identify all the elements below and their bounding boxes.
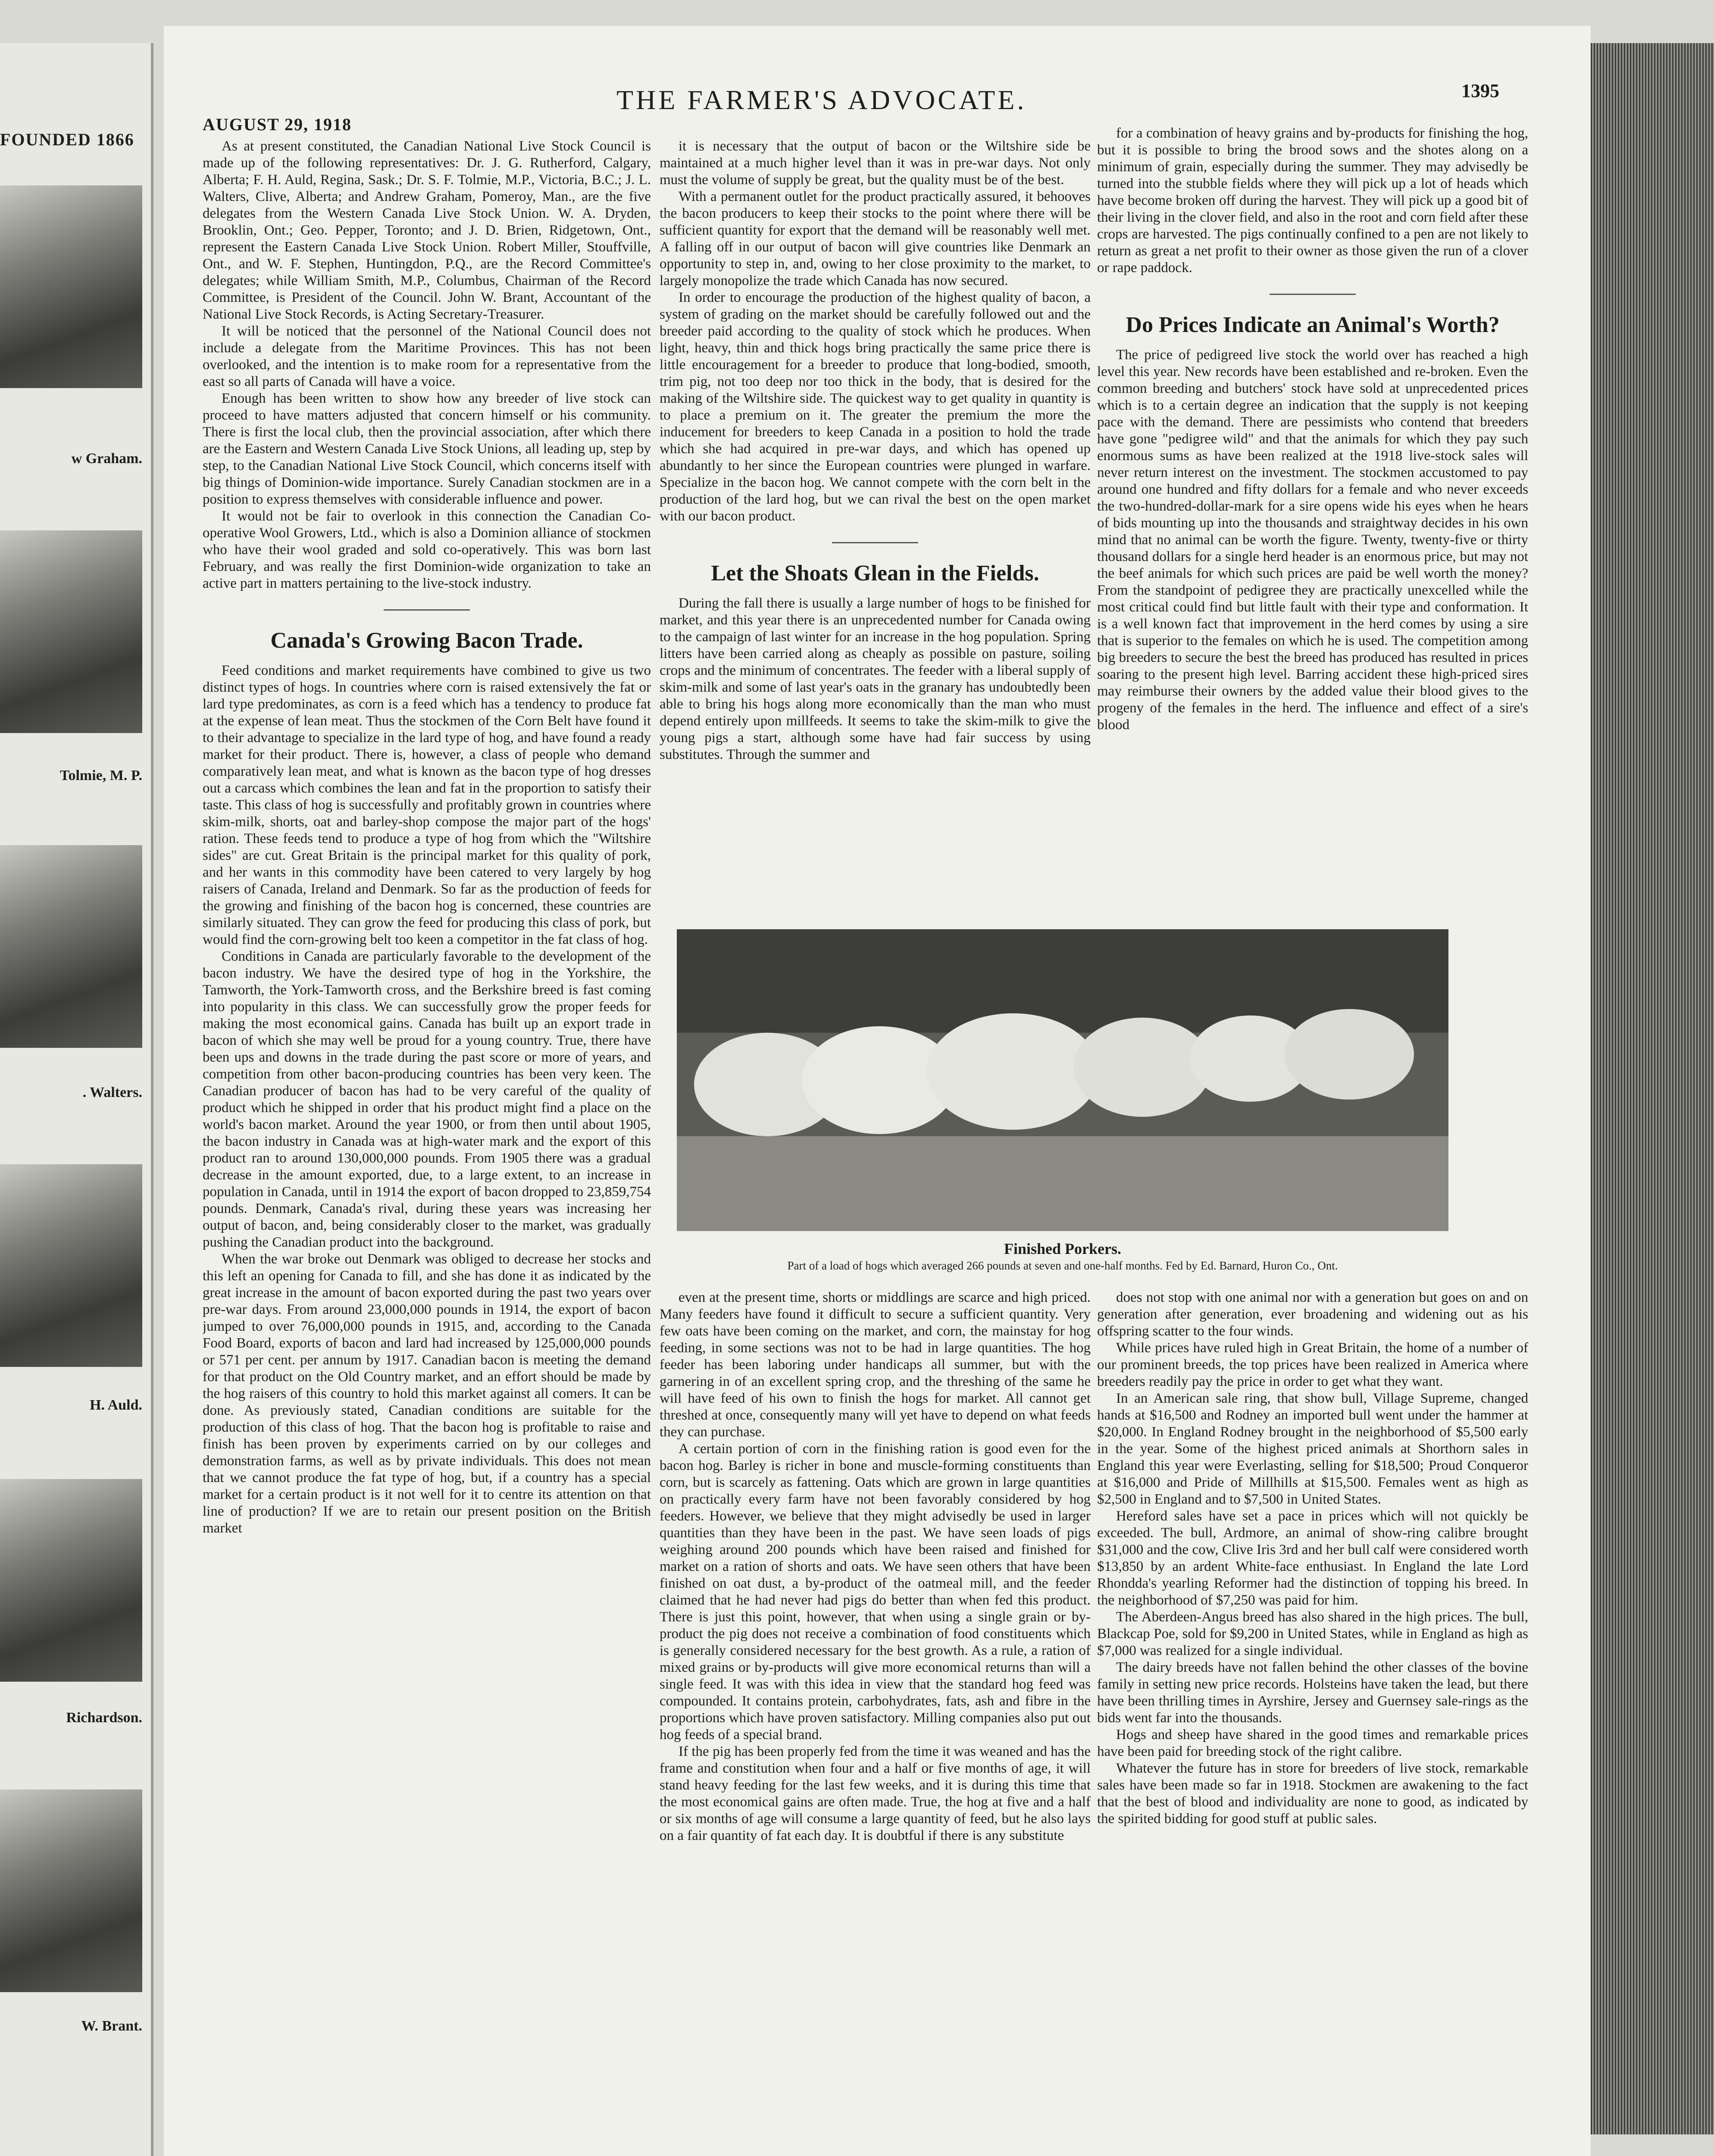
portrait-caption: W. Brant. xyxy=(81,2018,142,2034)
column-3-bottom xyxy=(1097,1289,1528,2091)
page-number: 1395 xyxy=(1461,80,1499,101)
column-3-top xyxy=(1097,125,1528,914)
paragraph: It would not be fair to overlook in this connection the Canadian Co-operative Wool Growers, Ltd., which is also a Dominion alliance of stockmen who have their wool graded and sold co-operatively. This was born last February, and was really the first Dominion-wide organization to take an active part in matters pertaining to the live-stock industry. xyxy=(203,508,651,591)
paragraph: for a combination of heavy grains and by-products for finishing the hog, but it is possible to bring the brood sows and the shotes along on a minimum of grain, especially during the summer. They may advisedly be turned into the stubble fields where they will pick up a lot of heads which have become broken off during the harvest. They will pick up a good bit of their living in the clover field, and also in the root and corn field after these crops are harvested. The pigs continually confined to a pen are not likely to return as great a net profit to their owner as those given the run of a clover or rape paddock. xyxy=(1097,125,1528,276)
paragraph: it is necessary that the output of bacon or the Wiltshire side be maintained at a much higher level than it was in pre-war days. Not only must the volume of supply be great, but the quality must be of the best. xyxy=(660,138,1091,188)
portrait-caption: . Walters. xyxy=(82,1084,142,1100)
left-page-masthead: FOUNDED 1866 xyxy=(0,130,134,149)
portrait-caption: H. Auld. xyxy=(90,1397,142,1413)
paragraph: Hereford sales have set a pace in prices which will not quickly be exceeded. The bull, Ardmore, an animal of show-ring calibre brought $31,000 and the cow, Clive Iris 3rd and her bull calf were considered worth $13,850 by an ardent White-face enthusiast. In England the late Lord Rhondda's yearling Reformer had the distinction of topping his breed. In the neighborhood of $7,250 was paid for him. xyxy=(1097,1508,1528,1608)
photo-caption: Part of a load of hogs which averaged 266 pounds at seven and one-half months. Fed by Ed. Barnard, Huron Co., Ont. xyxy=(787,1259,1338,1272)
paragraph: Feed conditions and market requirements have combined to give us two distinct types of hogs. In countries where corn is raised extensively the fat or lard type predominates, as corn is a feed which has a tendency to produce fat at the expense of lean meat. Thus the stockmen of the Corn Belt have found it to their advantage to specialize in the lard type of hog, and have found a ready market for their product. There is, however, a class of people who demand comparatively lean meat, and what is known as the bacon type of hog dresses out a carcass which combines the lean and fat in the proportion to satisfy their taste. This class of hog is successfully and profitably grown in countries where skim-milk, shorts, oat and barley-shop compose the major part of the hogs' ration. These feeds tend to produce a type of hog from which the "Wiltshire sides" are cut. Great Britain is the principal market for this quality of pork, and her wants in this commodity have been catered to very largely by hog raisers of Canada, Ireland and Denmark. So far as the production of feeds for the growing and finishing of the bacon hog is concerned, these countries are similarly situated. They can grow the feed for producing this class of pork, but would find the corn-growing belt too keen a competitor in the fat class of hog. xyxy=(203,663,651,947)
paragraph: Whatever the future has in store for breeders of live stock, remarkable sales have been made so far in 1918. Stockmen are awakening to the fact that the best of blood and individuality are none to good, as indicated by the spirited bidding for good stuff at public sales. xyxy=(1097,1761,1528,1827)
section-divider xyxy=(832,542,918,543)
paragraph: A certain portion of corn in the finishing ration is good even for the bacon hog. Barley is richer in bone and muscle-forming constituents than corn, but is scarcely as fattening. Oats which are grown in large quantities on practically every farm have not been favorably considered by hog feeders. However, we believe that they might advisedly be used in larger quantities than they have been in the past. We have seen loads of pigs weighing around 200 pounds which have been raised and finished for market on a ration of shorts and oats. We have seen others that have been finished on oat dust, a by-product of the oatmeal mill, and the feeder claimed that he had never had pigs do better than when fed this product. There is just this point, however, that when using a single grain or by-product the pig does not receive a combination of food constituents which is generally considered necessary for the best growth. As a rule, a ration of mixed grains or by-products will give more economical returns than will a single feed. It was with this idea in view that the standard hog feed was compounded. It contains protein, carbohydrates, fats, ash and fibre in the proportions which have proven satisfactory. Milling companies also put out hog feeds of a special brand. xyxy=(660,1441,1091,1742)
column-2-top xyxy=(660,138,1091,914)
paragraph: If the pig has been properly fed from the time it was weaned and has the frame and constitution when four and a half or five months of age, it will stand heavy feeding for the last few weeks, and it is during this time that the most economical gains are often made. True, the hog at five and a half or six months of age will consume a large quantity of feed, but he also lays on a fair quantity of fat each day. It is doubtful if there is any substitute xyxy=(660,1744,1091,1843)
issue-date: AUGUST 29, 1918 xyxy=(203,115,352,134)
column-2-bottom xyxy=(660,1289,1091,2091)
section-divider xyxy=(384,609,470,611)
portrait-caption: w Graham. xyxy=(71,451,142,467)
paragraph: Hogs and sheep have shared in the good times and remarkable prices have been paid for breeding stock of the right calibre. xyxy=(1097,1727,1528,1759)
paragraph: While prices have ruled high in Great Britain, the home of a number of our prominent breeds, the top prices have been realized in America where breeders readily pay the price in order to get what they want. xyxy=(1097,1340,1528,1389)
paragraph: When the war broke out Denmark was obliged to decrease her stocks and this left an opening for Canada to fill, and she has done it as indicated by the great increase in the amount of bacon exported during the past two years over pre-war days. From around 23,000,000 pounds in 1914, the export of bacon jumped to over 76,000,000 pounds in 1915, and, according to the Canada Food Board, exports of bacon and lard had increased by 125,000,000 pounds or 571 per cent. per annum by 1917. Canadian bacon is meeting the demand for that product on the Old Country market, and an effort should be made by the hog raisers of this country to hold this market against all comers. It can be done. As previously stated, Canadian conditions are suitable for the production of this class of hog. That the bacon hog is profitable to raise and finish has been proven by experiments carried on by our colleges and demonstration farms, as well as by private individuals. This does not mean that we cannot produce the fat type of hog, but, if a country has a special market for a certain product is it not well for it to centre its attention on that line of production? If we are to retain our present position on the British market xyxy=(203,1251,651,1536)
portrait-caption: Richardson. xyxy=(66,1710,142,1726)
portrait-caption: Tolmie, M. P. xyxy=(59,768,142,783)
portrait-auld xyxy=(0,1164,142,1367)
paragraph: The price of pedigreed live stock the world over has reached a high level this year. New records have been established and re-broken. Even the common breeding and butchers' stock have sold at unprecedented prices which is to a certain degree an indication that the supply is not keeping pace with the demand. There are pessimists who contend that breeders have gone "pedigree wild" and that the animals for which they pay such enormous sums as have been realized at the 1918 live-stock sales will never return interest on the investment. The stockmen accustomed to pay around one hundred and fifty dollars for a female and who never exceeds the two-hundred-dollar-mark for a sire opens wide his eyes when he hears of bids mounting up into the thousands and straightway decides in his own mind that no animal can be worth the figure. Twenty, twenty-five or thirty thousand dollars for a single herd header is an enormous price, but may not the beef animals for which such prices are paid be well worth the money? From the standpoint of pedigree they are practically unexcelled while the most critical could find but little fault with their type and conformation. It is a well known fact that improvement in the herd comes by using a sire that is superior to the females on which he is used. The competition among big breeders to secure the best the breed has produced has resulted in prices soaring to the present high level. Barring accident these high-priced sires may reimburse their owners by the added value their blood gives to the progeny of the females in the herd. The influence and effect of a sire's blood xyxy=(1097,347,1528,733)
paragraph: does not stop with one animal nor with a generation but goes on and on generation after generation, ever broadening and widening out as his offspring scatter to the four winds. xyxy=(1097,1290,1528,1339)
book-page-edges xyxy=(1591,43,1714,2134)
hogs-photo-illustration xyxy=(677,929,1448,1231)
paragraph: It will be noticed that the personnel of the National Council does not include a delegate from the Maritime Provinces. This has not been overlooked, and the intention is to make room for a representative from the east so all parts of Canada will have a voice. xyxy=(203,323,651,389)
photo-title: Finished Porkers. xyxy=(1004,1240,1121,1257)
paragraph: The dairy breeds have not fallen behind the other classes of the bovine family in setting new price records. Holsteins have taken the lead, but there have been thrilling times in Ayrshire, Jersey and Guernsey sale-rings as the bids went far into the thousands. xyxy=(1097,1660,1528,1726)
section-divider xyxy=(1270,294,1356,295)
paragraph: even at the present time, shorts or middlings are scarce and high priced. Many feeders have found it difficult to secure a sufficient quantity. Very few oats have been coming on the market, and corn, the mainstay for hog feeding, in some sections was not to be had in large quantities. The hog feeder has been laboring under handicaps all summer, but with the garnering in of an excellent spring crop, and the threshing of the same he will have feed of his own to finish the hogs for market. All cannot get threshed at once, consequently many will yet have to depend on what feeds they can purchase. xyxy=(660,1290,1091,1440)
portrait-walters xyxy=(0,845,142,1048)
paragraph: Enough has been written to show how any breeder of live stock can proceed to have matters adjusted that concern himself or his community. There is first the local club, then the provincial association, after which there are the Eastern and Western Canada Live Stock Unions, all leading up, step by step, to the Canadian National Live Stock Council, which concerns itself with big things of Dominion-wide importance. Surely Canadian stockmen are in a position to express themselves with considerable influence and power. xyxy=(203,391,651,507)
article-heading-bacon: Canada's Growing Bacon Trade. xyxy=(270,628,583,653)
article-heading-shoats: Let the Shoats Glean in the Fields. xyxy=(711,561,1039,586)
portrait-tolmie xyxy=(0,530,142,733)
paragraph: In an American sale ring, that show bull, Village Supreme, changed hands at $16,500 and Rodney an imported bull went under the hammer at $20,000. In England Rodney brought in the neighborhood of $5,500 early in the year. Some of the highest priced animals at Shorthorn sales in England this year were Everlasting, selling for $18,500; Proud Conqueror at $16,000 and Pride of Millhills at $15,500. Females went as high as $2,500 in England and to $7,500 in United States. xyxy=(1097,1391,1528,1507)
paragraph: Conditions in Canada are particularly favorable to the development of the bacon industry. We have the desired type of hog in the Yorkshire, the Tamworth, the York-Tamworth cross, and the Berkshire breed is fast coming into popularity in this class. We can successfully grow the proper feeds for making the most economical gains. Canada has built up an export trade in bacon of which she may well be proud for a young country. True, there have been ups and downs in the trade during the past score or more of years, and competition from other bacon-producing countries has been very keen. The Canadian producer of bacon has had to be very careful of the quality of product which he shipped in order that his product might find a place on the world's bacon market. Around the year 1900, or from then until about 1905, the bacon industry in Canada was at high-water mark and the export of this product ran to around 130,000,000 pounds. From 1905 there was a gradual decrease in the amount exported, due, to a large extent, to an increase in population in Canada, until in 1914 the export of bacon dropped to 23,859,754 pounds. Denmark, Canada's rival, during these years was increasing her output of bacon, and, being considerably closer to the market, was gradually pushing the Canadian product into the background. xyxy=(203,949,651,1250)
portrait-brant xyxy=(0,1789,142,1992)
paragraph: In order to encourage the production of the highest quality of bacon, a system of grading on the market should be carefully followed out and the breeder paid according to the quality of stock which he produces. When light, heavy, thin and thick hogs bring practically the same price there is little encouragement for a breeder to produce that long-bodied, smooth, trim pig, not too deep nor too thick in the body, that is desired for the making of the Wiltshire side. The quickest way to get quality in quantity is to place a premium on it. The greater the premium the more the inducement for breeders to keep Canada in a position to hold the trade which she had acquired in pre-war days, and which has opened up abundantly to her since the European countries were plunged in warfare. Specialize in the bacon hog. We cannot compete with the corn belt in the production of the lard hog, but we can rival the best on the open market with our bacon product. xyxy=(660,290,1091,524)
paragraph: During the fall there is usually a large number of hogs to be finished for market, and this year there is an unprecedented number for Canada owing to the campaign of last winter for an increase in the hog population. Spring litters have been carried along as cheaply as possible on pasture, soiling crops and the minimum of concentrates. The feeder with a liberal supply of skim-milk and some of last year's oats in the granary has undoubtedly been able to bring his hogs along more economically than the man who must depend entirely upon millfeeds. It seems to take the skim-milk to give the young pigs a start, although some have had fair success by using substitutes. Through the summer and xyxy=(660,595,1091,762)
paragraph: With a permanent outlet for the product practically assured, it behooves the bacon producers to keep their stocks to the point where there will be sufficient quantity for export that the demand will be reasonably well met. A falling off in our output of bacon will give countries like Denmark an opportunity to step in, and, owing to her close proximity to the market, to largely monopolize the trade which Canada has now secured. xyxy=(660,189,1091,288)
photo-finished-porkers xyxy=(677,929,1448,1231)
article-heading-prices: Do Prices Indicate an Animal's Worth? xyxy=(1126,313,1500,337)
portrait-graham xyxy=(0,185,142,388)
paragraph: As at present constituted, the Canadian National Live Stock Council is made up of the following representatives: Dr. J. G. Rutherford, Calgary, Alberta; F. H. Auld, Regina, Sask.; Dr. S. F. Tolmie, M.P., Victoria, B.C.; J. L. Walters, Clive, Alberta; and Andrew Graham, Pomeroy, Man., are the five delegates from the Western Canada Live Stock Union. W. A. Dryden, Brooklin, Ont.; Geo. Pepper, Toronto; and J. D. Brien, Ridgetown, Ont., represent the Eastern Canada Live Stock Union. Robert Miller, Stouffville, Ont., and W. F. Stephen, Huntingdon, P.Q., are the Record Committee's delegates; while William Smith, M.P., Columbus, Chairman of the Record Committee, is President of the Council. John W. Brant, Accountant of the National Live Stock Records, is Acting Secretary-Treasurer. xyxy=(203,138,651,322)
paragraph: The Aberdeen-Angus breed has also shared in the high prices. The bull, Blackcap Poe, sold for $9,200 in United States, while in England as high as $7,000 was realized for a single individual. xyxy=(1097,1609,1528,1658)
portrait-richardson xyxy=(0,1479,142,1682)
masthead: THE FARMER'S ADVOCATE. xyxy=(616,85,1027,115)
column-1 xyxy=(203,138,651,2096)
